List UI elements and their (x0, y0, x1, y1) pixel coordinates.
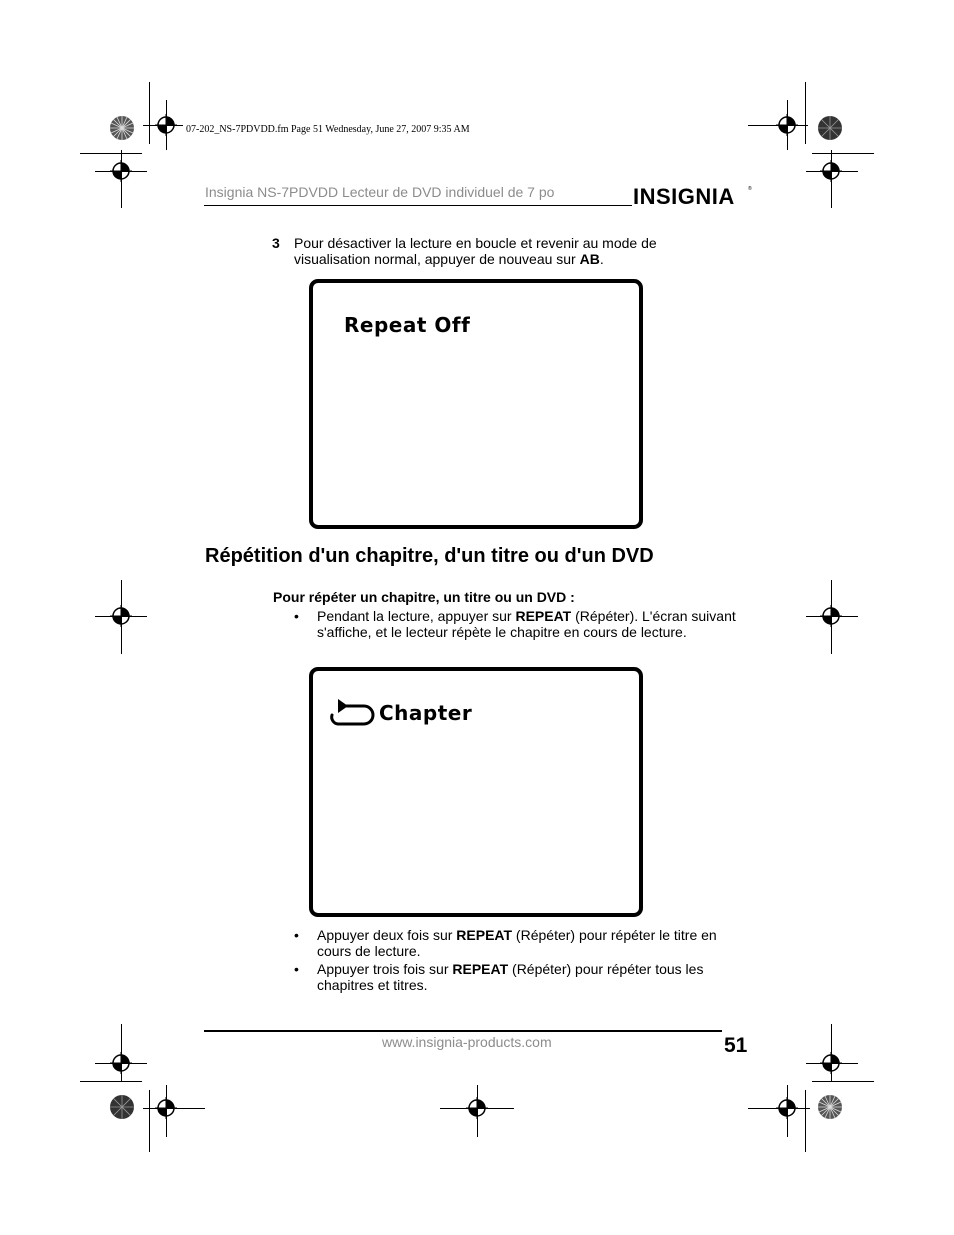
registration-mark-icon (820, 605, 842, 627)
registration-mark-icon (776, 1097, 798, 1119)
print-slug: 07-202_NS-7PDVDD.fm Page 51 Wednesday, June 27, 2007 9:35 AM (186, 124, 470, 135)
osd-repeat-off-label: Repeat Off (344, 313, 471, 337)
button-name-ab: AB (579, 251, 600, 267)
repeat-icon (328, 697, 378, 727)
insignia-logo (632, 180, 754, 214)
footer-rule (204, 1030, 722, 1032)
tv-screen-repeat-off (309, 279, 643, 529)
registration-mark-icon (155, 114, 177, 136)
header-title: Insignia NS-7PDVDD Lecteur de DVD individuel de 7 po (205, 184, 555, 200)
footer-url: www.insignia-products.com (382, 1034, 552, 1050)
procedure-title: Pour répéter un chapitre, un titre ou un DVD : (273, 589, 575, 605)
header-rule (204, 205, 632, 206)
page-number: 51 (724, 1034, 748, 1057)
osd-chapter-label: Chapter (379, 701, 473, 725)
registration-mark-icon (110, 1052, 132, 1074)
bullet-item: Appuyer trois fois sur REPEAT (Répéter) pour répéter tous les chapitres et titres. (317, 961, 704, 993)
registration-mark-icon (466, 1097, 488, 1119)
section-title: Répétition d'un chapitre, d'un titre ou d'un DVD (205, 545, 654, 567)
bullet-marker: • (294, 927, 299, 943)
registration-mark-icon (110, 605, 132, 627)
bullet-item: Pendant la lecture, appuyer sur REPEAT (Répéter). L'écran suivant s'affiche, et le lecteur répète le chapitre en cours de lecture. (317, 608, 736, 640)
registration-mark-icon (776, 114, 798, 136)
registration-mark-icon (820, 1052, 842, 1074)
starburst-target-icon (109, 115, 135, 141)
bullet-marker: • (294, 608, 299, 624)
step-text: Pour désactiver la lecture en boucle et revenir au mode de visualisation normal, appuyer de nouveau sur AB. (294, 235, 657, 267)
registration-mark-icon (155, 1097, 177, 1119)
step-number: 3 (272, 235, 280, 251)
bullet-marker: • (294, 961, 299, 977)
starburst-target-icon (109, 1094, 135, 1120)
tv-screen-chapter (309, 667, 643, 917)
registration-mark-icon (820, 160, 842, 182)
starburst-target-icon (817, 1094, 843, 1120)
svg-text:INSIGNIA: INSIGNIA (633, 184, 735, 209)
registration-mark-icon (110, 160, 132, 182)
starburst-target-icon (817, 115, 843, 141)
svg-text:®: ® (748, 186, 752, 192)
bullet-item: Appuyer deux fois sur REPEAT (Répéter) pour répéter le titre en cours de lecture. (317, 927, 717, 959)
